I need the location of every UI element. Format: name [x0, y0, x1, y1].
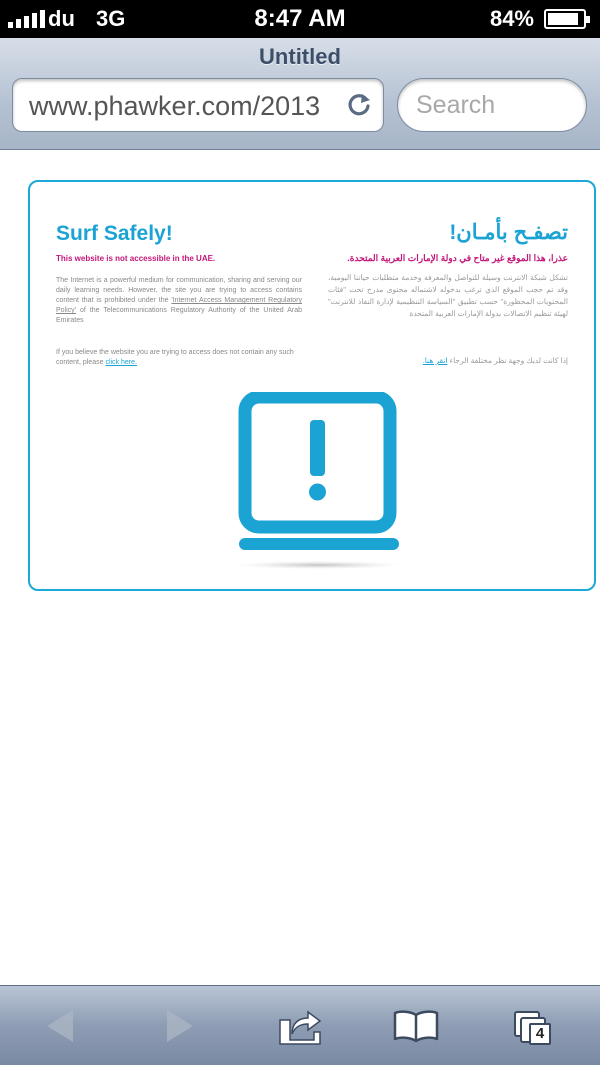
bottom-toolbar: [0, 985, 600, 1065]
title-arabic: تصفـح بأمـان!: [449, 221, 568, 244]
click-here-link[interactable]: click here.: [105, 359, 137, 366]
pages-icon: [507, 996, 557, 1056]
policy-name: 'Internet Access Management Regulatory Policy': [56, 297, 303, 314]
bookmarks-button[interactable]: [366, 986, 466, 1065]
monitor-exclamation-icon: [235, 392, 405, 572]
reload-icon[interactable]: [345, 91, 373, 119]
share-icon: [276, 1006, 324, 1046]
url-text: www.phawker.com/2013: [29, 91, 321, 121]
subtitle-arabic: عذرا، هذا الموقع غير متاح في دولة الإمارات العربية المتحدة.: [347, 253, 568, 263]
tabs-button[interactable]: [482, 986, 582, 1065]
appeal-arabic: إذا كانت لديك وجهة نظر مختلفة الرجاء انقر هنا.: [422, 356, 568, 365]
right-arrow-icon: [163, 1008, 197, 1044]
book-icon: [392, 1009, 440, 1043]
back-button[interactable]: [10, 986, 110, 1065]
explanation-arabic: تشكل شبكة الانترنت وسيلة للتواصل والمعرفة وخدمة متطلبات حياتنا اليومية، وقد تم حجب الموقع الذي ترغب بدخوله لاشتماله محتوى مدرج تحت "فئات المحتويات المحظورة" حسب تطبيق "السياسة التنظيمية لإدارة النفاذ للانترنت" لهيئة تنظيم الاتصالات بدولة الإمارات العربية المتحدة: [328, 273, 568, 318]
clock: 8:47 AM: [254, 5, 346, 32]
appeal-english: If you believe the website you are trying to access does not contain any such content, please click here.: [56, 349, 294, 366]
browser-header: [0, 38, 600, 150]
search-input[interactable]: Search: [397, 78, 587, 132]
status-bar: [0, 0, 600, 38]
explanation-english: The Internet is a powerful medium for communication, sharing and serving our daily learning needs. However, the site you are trying to access contains content that is prohibited under the 'Internet Access Management Regulatory Policy' of the Telecommunications Regulatory Authority of the United Arab Emirates: [56, 277, 303, 324]
click-here-link-arabic[interactable]: انقر هنا.: [422, 356, 448, 365]
share-button[interactable]: [250, 986, 350, 1065]
forward-button[interactable]: [130, 986, 230, 1065]
url-field[interactable]: [12, 78, 384, 132]
battery-percentage: 84%: [489, 6, 534, 31]
blocked-notice-card: [28, 180, 596, 591]
carrier-name: du: [48, 6, 75, 31]
network-type: 3G: [96, 6, 126, 31]
subtitle-english: This website is not accessible in the UAE.: [56, 254, 216, 263]
title-english: Surf Safely!: [56, 222, 173, 245]
tab-count-badge: 4: [529, 1023, 551, 1045]
battery-icon: [544, 9, 586, 29]
page-title: Untitled: [259, 44, 341, 69]
left-arrow-icon: [43, 1008, 77, 1044]
